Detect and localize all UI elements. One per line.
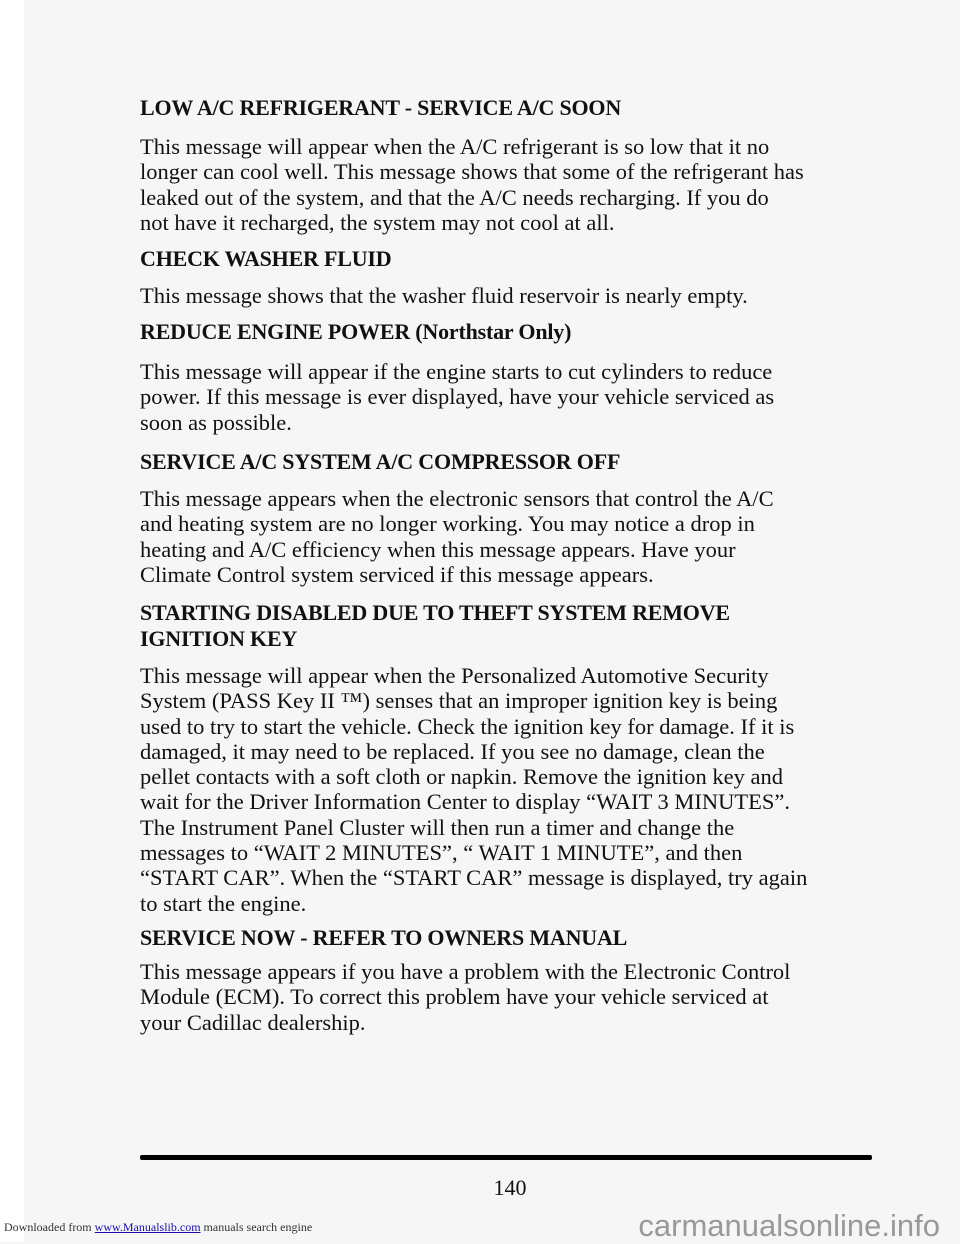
- body-line: This message will appear when the A/C refrigerant is so low that it no: [140, 134, 770, 159]
- body-line: messages to “WAIT 2 MINUTES”, “ WAIT 1 MINUTE”, and then: [140, 840, 743, 866]
- body-line: pellet contacts with a soft cloth or napkin. Remove the ignition key and: [140, 764, 783, 790]
- section-heading: [140, 600, 880, 651]
- heading-line: IGNITION KEY: [140, 625, 298, 651]
- body-line: not have it recharged, the system may not cool at all.: [140, 209, 615, 235]
- footer-prefix: Downloaded from: [4, 1220, 95, 1234]
- heading-line: CHECK WASHER FLUID: [140, 246, 392, 271]
- body-line: soon as possible.: [140, 409, 292, 435]
- body-line: This message appears when the electronic sensors that control the A/C: [140, 486, 774, 511]
- section-heading: [140, 449, 880, 475]
- body-line: This message will appear if the engine starts to cut cylinders to reduce: [140, 359, 773, 384]
- section-heading: [140, 925, 880, 951]
- heading-line: LOW A/C REFRIGERANT - SERVICE A/C SOON: [140, 95, 622, 120]
- body-line: This message shows that the washer fluid reservoir is nearly empty.: [140, 283, 748, 308]
- section-heading: [140, 95, 880, 121]
- body-line: This message appears if you have a problem with the Electronic Control: [140, 959, 791, 984]
- download-footer: [4, 1220, 312, 1235]
- heading-line: SERVICE NOW - REFER TO OWNERS MANUAL: [140, 925, 628, 950]
- body-line: wait for the Driver Information Center to display “WAIT 3 MINUTES”.: [140, 789, 791, 815]
- section-body: [140, 663, 880, 916]
- body-line: “START CAR”. When the “START CAR” message is displayed, try again: [140, 865, 808, 891]
- body-line: and heating system are no longer working. You may notice a drop in: [140, 511, 755, 537]
- watermark: carmanualsonline.info: [638, 1208, 940, 1243]
- body-line: leaked out of the system, and that the A/C needs recharging. If you do: [140, 184, 769, 210]
- page-number: 140: [493, 1175, 527, 1200]
- footer-rule: [140, 1155, 872, 1160]
- body-line: Module (ECM). To correct this problem have your vehicle serviced at: [140, 984, 769, 1010]
- body-line: power. If this message is ever displayed, have your vehicle serviced as: [140, 384, 775, 410]
- body-line: to start the engine.: [140, 890, 307, 916]
- section-body: [140, 959, 880, 1035]
- body-line: System (PASS Key II ™) senses that an improper ignition key is being: [140, 688, 778, 714]
- body-line: used to try to start the vehicle. Check the ignition key for damage. If it is: [140, 713, 795, 739]
- body-line: longer can cool well. This message shows that some of the refrigerant has: [140, 159, 804, 185]
- footer-suffix: manuals search engine: [200, 1220, 313, 1234]
- heading-line: REDUCE ENGINE POWER (Northstar Only): [140, 319, 572, 344]
- section-body: [140, 486, 880, 587]
- section-heading: [140, 246, 880, 272]
- section-heading: [140, 319, 880, 345]
- body-line: This message will appear when the Personalized Automotive Security: [140, 663, 769, 688]
- section-body: [140, 283, 880, 308]
- manualslib-link[interactable]: www.Manualslib.com: [94, 1220, 201, 1234]
- heading-line: STARTING DISABLED DUE TO THEFT SYSTEM REMOVE: [140, 600, 730, 625]
- heading-line: SERVICE A/C SYSTEM A/C COMPRESSOR OFF: [140, 449, 621, 474]
- section-body: [140, 359, 880, 435]
- section-body: [140, 134, 880, 235]
- left-margin: [0, 0, 24, 1242]
- body-line: your Cadillac dealership.: [140, 1009, 366, 1035]
- body-line: heating and A/C efficiency when this message appears. Have your: [140, 536, 736, 562]
- body-line: Climate Control system serviced if this message appears.: [140, 561, 654, 587]
- body-line: The Instrument Panel Cluster will then run a timer and change the: [140, 814, 735, 840]
- body-line: damaged, it may need to be replaced. If you see no damage, clean the: [140, 738, 765, 764]
